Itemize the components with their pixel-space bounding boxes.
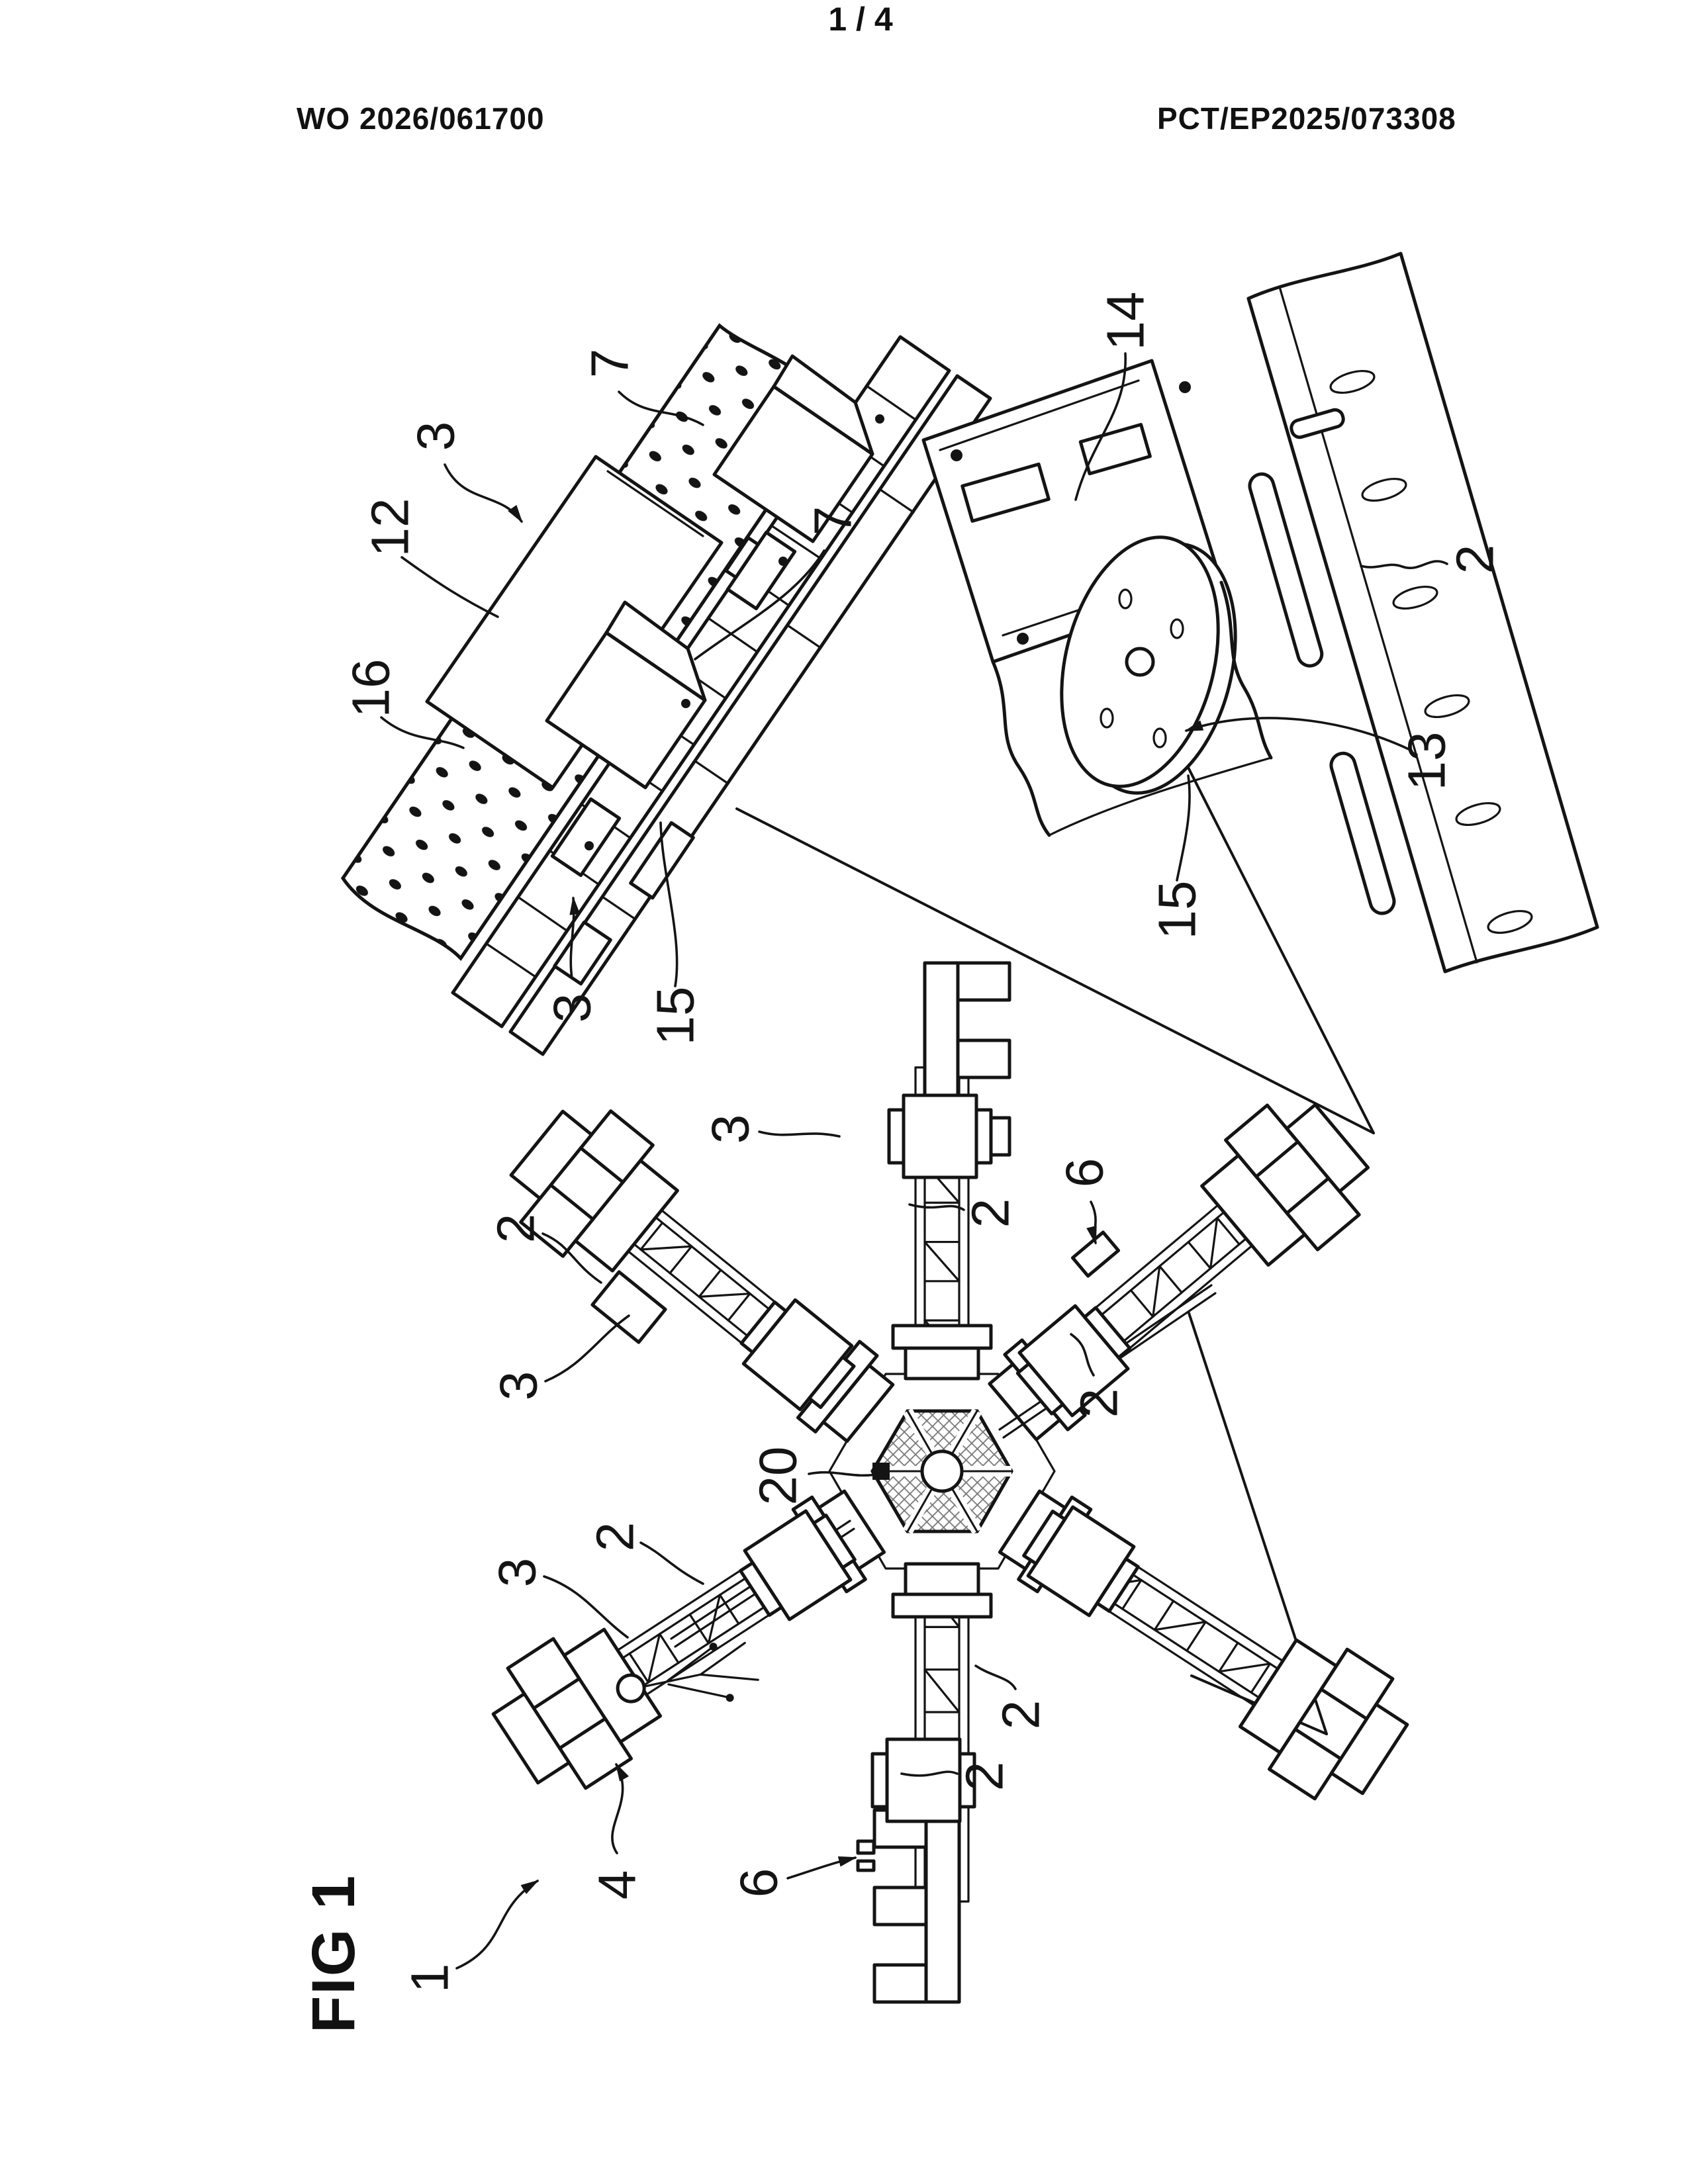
- ref-label-14-7: 14: [1096, 291, 1155, 351]
- ref-label-3-19: 3: [487, 1557, 547, 1588]
- ref-label-4-23: 4: [587, 1870, 647, 1900]
- leader-line-2-18: [641, 1543, 703, 1584]
- ref-label-13-9: 13: [1397, 731, 1456, 791]
- leader-line-6-13: [1091, 1202, 1096, 1243]
- ref-label-6-22: 6: [729, 1868, 788, 1898]
- leader-line-15-10: [1177, 776, 1190, 880]
- ref-label-20-17: 20: [748, 1446, 808, 1506]
- ref-label-16-3: 16: [341, 659, 400, 718]
- leader-line-20-17: [809, 1473, 880, 1476]
- ref-label-2-20: 2: [991, 1700, 1051, 1730]
- ref-label-12-2: 12: [360, 498, 420, 557]
- ref-label-2-15: 2: [486, 1213, 545, 1244]
- leader-line-6-22: [788, 1858, 855, 1878]
- leader-line-3-16: [545, 1316, 629, 1381]
- ref-label-3-11: 3: [700, 1114, 760, 1144]
- leader-line-3-19: [544, 1576, 628, 1637]
- callout-line-0: [737, 809, 1374, 1133]
- hub-index-block: [872, 1463, 890, 1480]
- machine-figure: [477, 963, 1424, 2002]
- ref-label-3-16: 3: [489, 1371, 548, 1401]
- drive-head-lower: [858, 1841, 874, 1870]
- ref-label-2-21: 2: [955, 1761, 1014, 1792]
- figure-caption: FIG 1: [300, 1874, 367, 2033]
- leader-line-12-2: [402, 557, 498, 617]
- leader-line-2-20: [976, 1666, 1015, 1689]
- detail-view-carriage: [923, 253, 1597, 972]
- leader-line-3-1: [445, 465, 522, 522]
- ref-label-3-5: 3: [542, 993, 602, 1023]
- ref-label-1-24: 1: [400, 1963, 459, 1993]
- leader-line-1-24: [457, 1881, 538, 1968]
- ref-label-2-12: 2: [961, 1198, 1020, 1228]
- application-number: PCT/EP2025/073308: [1157, 101, 1456, 136]
- ref-label-7-4: 7: [803, 506, 863, 536]
- ref-label-15-10: 15: [1147, 880, 1207, 940]
- leader-line-2-12: [910, 1205, 964, 1210]
- leader-line-4-23: [612, 1764, 623, 1853]
- ref-label-2-14: 2: [1069, 1388, 1129, 1418]
- ref-label-6-13: 6: [1055, 1158, 1114, 1188]
- ref-label-15-6: 15: [645, 986, 705, 1046]
- page-indicator: 1 / 4: [828, 1, 893, 38]
- ref-label-3-1: 3: [406, 421, 465, 451]
- publication-number: WO 2026/061700: [297, 101, 545, 136]
- leader-line-3-11: [759, 1132, 839, 1136]
- ref-label-2-8: 2: [1445, 544, 1505, 574]
- ref-label-2-18: 2: [585, 1522, 645, 1552]
- ref-label-7-0: 7: [580, 348, 639, 379]
